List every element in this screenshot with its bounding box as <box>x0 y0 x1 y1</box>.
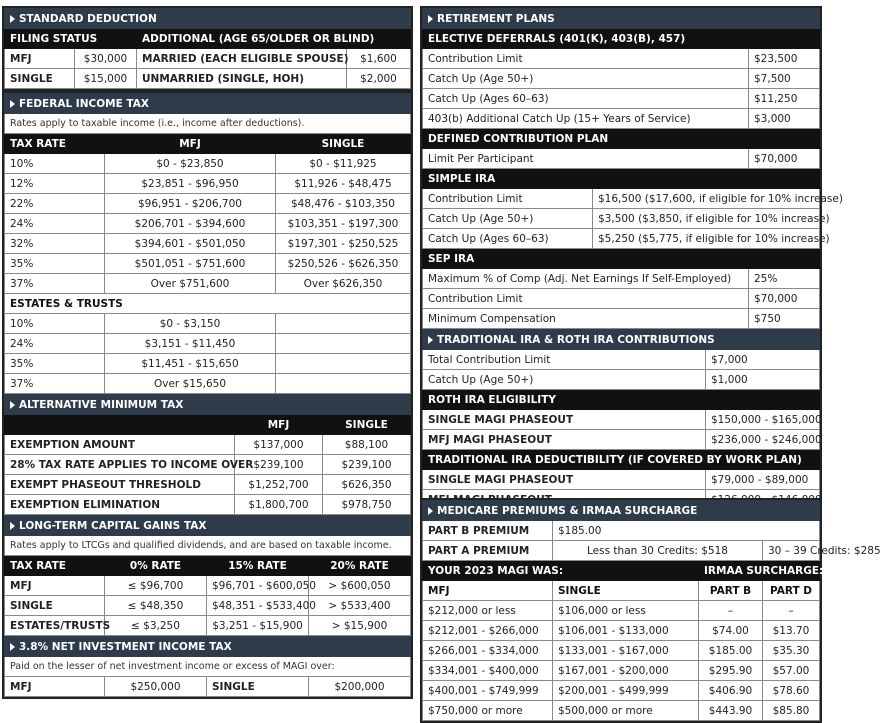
table-row: 12% $23,851 - $96,950 $11,926 - $48,475 <box>5 174 411 194</box>
table-row: Minimum Compensation $750 <box>423 309 820 329</box>
table-row: MFJ ≤ $96,700 $96,701 - $600,050 > $600,050 <box>5 576 411 596</box>
table-row: SINGLE MAGI PHASEOUT $79,000 - $89,000 <box>423 470 820 490</box>
table-row: MFJ MAGI PHASEOUT $236,000 - $246,000 <box>423 430 820 450</box>
col-header: SINGLE <box>322 415 410 435</box>
niit-title: 3.8% NET INVESTMENT INCOME TAX <box>5 637 411 657</box>
sep-ira-label: SEP IRA <box>423 249 820 269</box>
table-row: 35% $11,451 - $15,650 <box>5 354 411 374</box>
table-row: $266,001 - $334,000 $133,001 - $167,000 $185.00 $35.30 <box>423 641 820 661</box>
table-row: 10% $0 - $3,150 <box>5 314 411 334</box>
table-row: $750,000 or more $500,000 or more $443.90 $85.80 <box>423 701 820 721</box>
federal-note: Rates apply to taxable income (i.e., income after deductions). <box>5 114 411 134</box>
table-row: 22% $96,951 - $206,700 $48,476 - $103,350 <box>5 194 411 214</box>
col-header: 20% RATE <box>309 556 411 576</box>
col-header: MFJ <box>234 415 322 435</box>
col-header: MFJ <box>105 134 276 154</box>
table-row: MFJ $30,000 MARRIED (EACH ELIGIBLE SPOUSE) $1,600 <box>5 49 411 69</box>
table-row: Catch Up (Age 50+) $1,000 <box>423 370 820 390</box>
table-row: Contribution Limit $70,000 <box>423 289 820 309</box>
table-row: Catch Up (Age 50+) $7,500 <box>423 69 820 89</box>
simple-ira-label: SIMPLE IRA <box>423 169 820 189</box>
col-header: TAX RATE <box>5 134 105 154</box>
table-row: 10% $0 - $23,850 $0 - $11,925 <box>5 154 411 174</box>
table-row: $212,001 - $266,000 $106,001 - $133,000 $74.00 $13.70 <box>423 621 820 641</box>
table-row: PART A PREMIUM Less than 30 Credits: $518 30 – 39 Credits: $285 <box>423 541 820 561</box>
ira-title: TRADITIONAL IRA & ROTH IRA CONTRIBUTIONS <box>423 330 820 350</box>
table-row: Limit Per Participant $70,000 <box>423 149 820 169</box>
table-row: SINGLE $15,000 UNMARRIED (SINGLE, HOH) $2,000 <box>5 69 411 89</box>
table-row: $334,001 - $400,000 $167,001 - $200,000 $295.90 $57.00 <box>423 661 820 681</box>
col-header: FILING STATUS <box>5 29 137 49</box>
table-row: ESTATES/TRUSTS ≤ $3,250 $3,251 - $15,900 > $15,900 <box>5 616 411 636</box>
table-row: 24% $206,701 - $394,600 $103,351 - $197,300 <box>5 214 411 234</box>
col-header: 0% RATE <box>105 556 207 576</box>
standard-deduction-title: STANDARD DEDUCTION <box>5 9 411 29</box>
federal-income-tax-title: FEDERAL INCOME TAX <box>5 94 411 114</box>
col-header: PART D <box>763 581 820 601</box>
col-header: TAX RATE <box>5 556 105 576</box>
retirement-panel <box>420 6 843 532</box>
standard-deduction-panel <box>2 6 413 91</box>
niit-note: Paid on the lesser of net investment income or excess of MAGI over: <box>5 657 411 677</box>
ltcg-note: Rates apply to LTCGs and qualified dividends, and are based on taxable income. <box>5 536 411 556</box>
table-row: Contribution Limit $23,500 <box>423 49 820 69</box>
table-row: Catch Up (Ages 60–63) $5,250 ($5,775, if eligible for 10% increase) <box>423 229 820 249</box>
irmaa-label: IRMAA SURCHARGE: <box>699 561 820 581</box>
amt-title: ALTERNATIVE MINIMUM TAX <box>5 395 411 415</box>
table-row: PART B PREMIUM $185.00 <box>423 521 820 541</box>
table-row: MFJ $250,000 SINGLE $200,000 <box>5 677 411 697</box>
medicare-panel <box>420 498 881 723</box>
table-row: SINGLE MAGI PHASEOUT $150,000 - $165,000 <box>423 410 820 430</box>
medicare-title: MEDICARE PREMIUMS & IRMAA SURCHARGE <box>423 501 820 521</box>
table-row: Total Contribution Limit $7,000 <box>423 350 820 370</box>
col-header: ADDITIONAL (AGE 65/OLDER OR BLIND) <box>137 29 411 49</box>
table-row: 32% $394,601 - $501,050 $197,301 - $250,525 <box>5 234 411 254</box>
col-header: PART B <box>699 581 763 601</box>
table-row: EXEMPT PHASEOUT THRESHOLD $1,252,700 $626,350 <box>5 475 411 495</box>
table-row: $212,000 or less $106,000 or less – – <box>423 601 820 621</box>
table-row: Maximum % of Comp (Adj. Net Earnings If Self-Employed) 25% <box>423 269 820 289</box>
table-row: 37% Over $751,600 Over $626,350 <box>5 274 411 294</box>
table-row: Catch Up (Age 50+) $3,500 ($3,850, if eligible for 10% increase) <box>423 209 820 229</box>
table-row: $400,001 - $749,999 $200,001 - $499,999 $406.90 $78.60 <box>423 681 820 701</box>
col-header: 15% RATE <box>207 556 309 576</box>
table-row: Catch Up (Ages 60–63) $11,250 <box>423 89 820 109</box>
col-header: SINGLE <box>553 581 699 601</box>
roth-eligibility-label: ROTH IRA ELIGIBILITY <box>423 390 820 410</box>
elective-deferrals-label: ELECTIVE DEFERRALS (401(K), 403(B), 457) <box>423 29 820 49</box>
table-row: 37% Over $15,650 <box>5 374 411 394</box>
table-row: EXEMPTION ELIMINATION $1,800,700 $978,750 <box>5 495 411 515</box>
col-header: SINGLE <box>275 134 410 154</box>
table-row: 35% $501,051 - $751,600 $250,526 - $626,350 <box>5 254 411 274</box>
table-row: 24% $3,151 - $11,450 <box>5 334 411 354</box>
table-row: EXEMPTION AMOUNT $137,000 $88,100 <box>5 435 411 455</box>
table-row: SINGLE ≤ $48,350 $48,351 - $533,400 > $533,400 <box>5 596 411 616</box>
table-row: Contribution Limit $16,500 ($17,600, if eligible for 10% increase) <box>423 189 820 209</box>
estates-trusts-label: ESTATES & TRUSTS <box>5 294 411 314</box>
col-header: MFJ <box>423 581 553 601</box>
tax-rates-panel <box>2 91 413 699</box>
retirement-title: RETIREMENT PLANS <box>423 9 820 29</box>
defined-contribution-label: DEFINED CONTRIBUTION PLAN <box>423 129 820 149</box>
table-row: 403(b) Additional Catch Up (15+ Years of Service) $3,000 <box>423 109 820 129</box>
ltcg-title: LONG-TERM CAPITAL GAINS TAX <box>5 516 411 536</box>
table-row: 28% TAX RATE APPLIES TO INCOME OVER $239,100 $239,100 <box>5 455 411 475</box>
magi-label: YOUR 2023 MAGI WAS: <box>423 561 699 581</box>
traditional-deductibility-label: TRADITIONAL IRA DEDUCTIBILITY (IF COVERED BY WORK PLAN) <box>423 450 820 470</box>
